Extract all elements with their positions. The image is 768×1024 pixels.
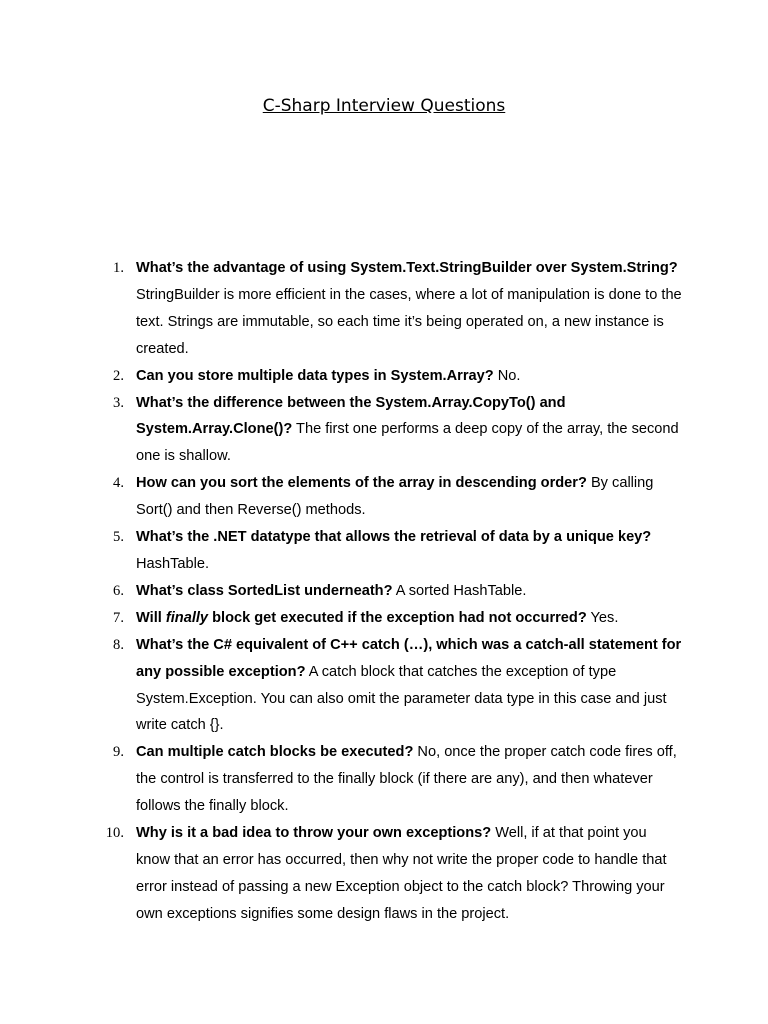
answer-text: StringBuilder is more efficient in the cases, where a lot of manipulation is done to the text. Strings are immutable, so each time it’s being operated on, a new instance is created. [136, 286, 682, 357]
question-bold: What’s the C# equivalent of C++ catch (…), which was a catch-all statement for any possible exception? [136, 636, 682, 680]
question-italic-keyword: finally [165, 609, 209, 626]
question-text [136, 529, 651, 572]
question-text [136, 475, 653, 518]
answer-text: HashTable. [136, 555, 210, 572]
question-bold: What’s the advantage of using System.Text.StringBuilder over System.String? [136, 260, 678, 276]
answer-text: No. [493, 367, 521, 384]
list-number: 2. [113, 367, 124, 384]
list-item [0, 605, 682, 632]
question-bold: Why is it a bad idea to throw your own exceptions? [136, 825, 492, 842]
question-bold-suffix: block get executed if the exception had not occurred? [208, 609, 587, 626]
question-bold: How can you sort the elements of the array in descending order? [136, 475, 587, 492]
list-number: 1. [113, 260, 124, 276]
answer-text: The first one performs a deep copy of the array, the second one is shallow. [136, 421, 679, 465]
question-text [136, 260, 682, 357]
list-number: 3. [113, 394, 124, 411]
answer-text: No, once the proper catch code fires off, the control is transferred to the finally block (if there are any), and then whatever follows the finally block. [136, 744, 677, 815]
list-item [0, 578, 682, 605]
question-bold: Can multiple catch blocks be executed? [136, 744, 414, 761]
answer-text: A sorted HashTable. [392, 582, 527, 599]
list-item [0, 820, 682, 928]
answer-text: By calling Sort() and then Reverse() methods. [136, 475, 654, 519]
list-item [0, 390, 682, 471]
question-bold: Can you store multiple data types in System.Array? [136, 367, 494, 384]
question-text [136, 583, 526, 599]
question-text [136, 395, 679, 465]
question-bold [136, 610, 587, 626]
document-title: C-Sharp Interview Questions [262, 96, 506, 116]
list-number: 10. [105, 825, 124, 842]
answer-text: Well, if at that point you know that an error has occurred, then why not write the proper code to handle that error instead of passing a new Exception object to the catch block? Throwing your own exceptions signifies some design flaws in the project. [136, 825, 667, 922]
answer-text: A catch block that catches the exception of type System.Exception. You can also omit the parameter data type in this case and just write catch {}. [136, 663, 667, 734]
question-text [136, 610, 618, 626]
list-item [0, 632, 682, 740]
question-bold: What’s the difference between the System.Array.CopyTo() and System.Array.Clone()? [136, 394, 566, 438]
list-item [0, 363, 682, 390]
question-text [136, 744, 677, 814]
question-list [0, 255, 768, 928]
list-item [0, 739, 682, 820]
question-bold: What’s class SortedList underneath? [136, 582, 393, 599]
list-item [0, 255, 682, 363]
question-text [136, 825, 667, 922]
question-text [136, 637, 681, 734]
list-number: 6. [113, 582, 124, 599]
question-text [136, 368, 520, 384]
list-number: 4. [113, 475, 124, 492]
list-number: 9. [113, 744, 124, 761]
list-number: 5. [113, 529, 124, 546]
list-item [0, 524, 682, 578]
question-bold-prefix: Will [136, 609, 166, 626]
answer-text: Yes. [586, 609, 619, 626]
list-item [0, 470, 682, 524]
question-bold: What’s the .NET datatype that allows the retrieval of data by a unique key? [136, 529, 652, 546]
list-number: 7. [113, 609, 124, 626]
list-number: 8. [113, 636, 124, 653]
